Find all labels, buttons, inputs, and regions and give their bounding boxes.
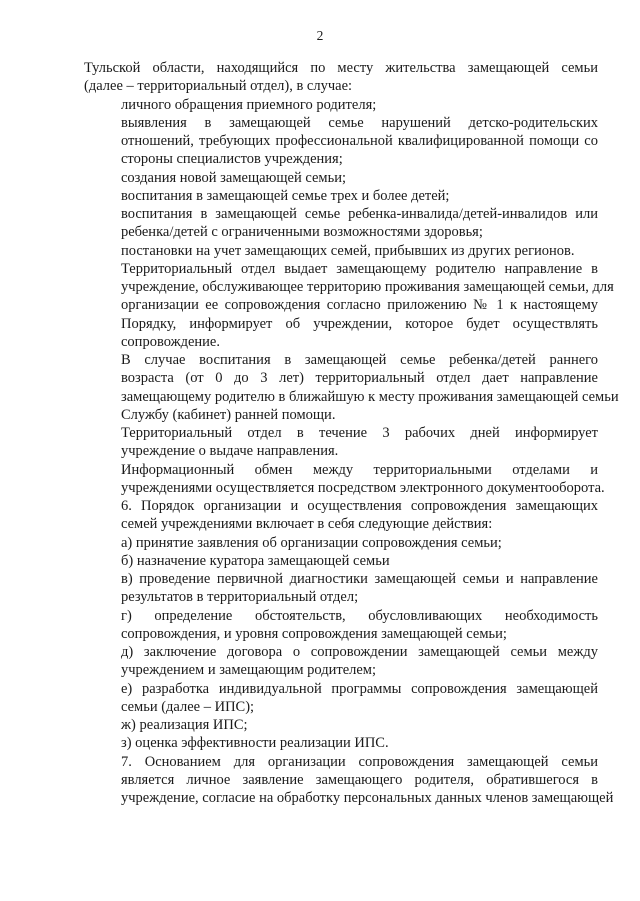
text-line: В случае воспитания в замещающей семье ребенка/детей раннего [121, 352, 598, 368]
text-line: результатов в территориальный отдел; [121, 589, 359, 606]
text-line: г) определение обстоятельств, обусловливающих необходимость [121, 607, 598, 624]
text-line: отношений, требующих профессиональной квалифицированной помощи со [121, 133, 598, 149]
paragraph [84, 534, 598, 552]
text-line: Информационный обмен между территориальными отделами и [121, 461, 598, 478]
text-line: (далее – территориальный отдел), в случае: [84, 78, 353, 95]
document-body [84, 59, 619, 807]
text-line: Территориальный отдел выдает замещающему родителю направление в [121, 260, 598, 277]
text-line: семей учреждениями включает в себя следующие действия: [121, 516, 493, 533]
text-line: учреждениями осуществляется посредством электронного документооборота. [121, 479, 605, 496]
text-line: возраста (от 0 до 3 лет) территориальный отдел дает направление [121, 370, 598, 387]
text-line: учреждение, согласие на обработку персональных данных членов замещающей [121, 790, 614, 806]
paragraph [84, 187, 598, 205]
text-line: воспитания в замещающей семье ребенка-инвалида/детей-инвалидов или [121, 206, 598, 222]
paragraph [84, 114, 598, 169]
text-line: ребенка/детей с ограниченными возможностями здоровья; [121, 224, 483, 241]
text-line: е) разработка индивидуальной программы сопровождения замещающей [121, 680, 598, 697]
paragraph [84, 753, 614, 808]
paragraph [84, 570, 598, 607]
paragraph [84, 351, 619, 424]
text-line: учреждение, обслуживающее территорию проживания замещающей семьи, для [121, 279, 614, 295]
text-line: Тульской области, находящийся по месту жительства замещающей семьи [84, 60, 598, 76]
paragraph [84, 260, 614, 351]
text-line: ж) реализация ИПС; [121, 717, 248, 733]
text-line: создания новой замещающей семьи; [121, 169, 346, 186]
page-number: 2 [316, 28, 324, 43]
text-line: 7. Основанием для организации сопровождения замещающей семьи [121, 753, 598, 770]
text-line: в) проведение первичной диагностики замещающей семьи и направление [121, 571, 598, 587]
paragraph [84, 607, 598, 644]
text-line: а) принятие заявления об организации сопровождения семьи; [121, 534, 502, 551]
text-line: Территориальный отдел в течение 3 рабочих дней информирует [121, 425, 598, 441]
paragraph [84, 205, 598, 242]
text-line: б) назначение куратора замещающей семьи [121, 552, 390, 569]
text-line: учреждение о выдаче направления. [121, 443, 339, 460]
text-line: Службу (кабинет) ранней помощи. [121, 406, 336, 423]
text-line: выявления в замещающей семье нарушений детско-родительских [121, 114, 598, 131]
text-line: сопровождения, и уровня сопровождения замещающей семьи; [121, 625, 507, 642]
paragraph [84, 424, 598, 461]
paragraph [84, 643, 598, 680]
paragraph [84, 169, 598, 187]
paragraph [84, 734, 598, 752]
paragraph [84, 552, 598, 570]
text-line: сопровождение. [121, 333, 220, 350]
text-line: замещающему родителю в ближайшую к месту проживания замещающей семьи [121, 388, 619, 405]
text-line: является личное заявление замещающего родителя, обратившегося в [121, 771, 598, 788]
text-line: Порядку, информирует об учреждении, которое будет осуществлять [121, 315, 598, 332]
text-line: з) оценка эффективности реализации ИПС. [121, 735, 389, 752]
text-line: д) заключение договора о сопровождении замещающей семьи между [121, 644, 598, 660]
paragraph [84, 96, 598, 114]
text-line: личного обращения приемного родителя; [121, 96, 377, 113]
text-line: постановки на учет замещающих семей, прибывших из других регионов. [121, 242, 575, 259]
text-line: 6. Порядок организации и осуществления сопровождения замещающих [121, 498, 598, 514]
text-line: семьи (далее – ИПС); [121, 698, 255, 715]
text-line: учреждением и замещающим родителем; [121, 662, 377, 679]
paragraph [84, 242, 598, 260]
text-line: организации ее сопровождения согласно приложению № 1 к настоящему [121, 297, 598, 314]
paragraph [84, 461, 605, 498]
paragraph [84, 716, 598, 734]
paragraph [84, 59, 598, 96]
paragraph [84, 497, 598, 534]
paragraph [84, 680, 598, 717]
text-line: стороны специалистов учреждения; [121, 151, 343, 168]
text-line: воспитания в замещающей семье трех и более детей; [121, 187, 450, 204]
